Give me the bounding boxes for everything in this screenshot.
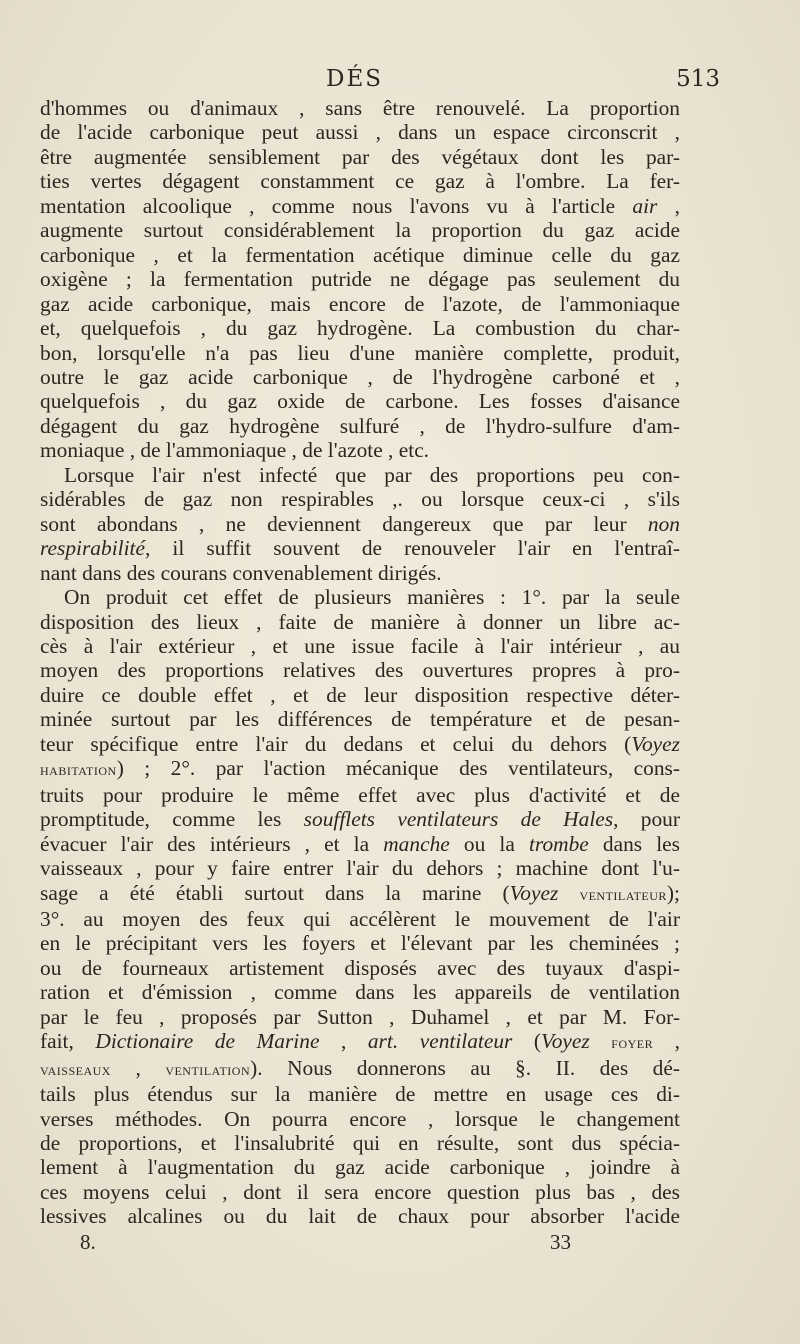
text-line: ties vertes dégagent constamment ce gaz à l'ombre. La fer-: [40, 169, 680, 194]
text-line: fait, Dictionaire de Marine , art. ventilateur (Voyez foyer ,: [40, 1029, 680, 1054]
text-line: dégagent du gaz hydrogène sulfuré , de l'hydro-sulfure d'am-: [40, 413, 680, 438]
text-line: teur spécifique entre l'air du dedans et celui du dehors (Voyez: [40, 731, 680, 756]
text-line: On produit cet effet de plusieurs manières : 1°. par la seule: [64, 585, 680, 610]
text-line: vaisseaux , pour y faire entrer l'air du dehors ; machine dont l'u-: [40, 856, 680, 881]
small-caps-text: foyer: [611, 1033, 654, 1053]
text-line: respirabilité, il suffit souvent de renouveler l'air en l'entraî-: [40, 536, 680, 561]
text-line: ou de fourneaux artistement disposés avec des tuyaux d'aspi-: [40, 955, 680, 980]
small-caps-text: vaisseaux: [40, 1059, 111, 1079]
text-line: évacuer l'air des intérieurs , et la manche ou la trombe dans les: [40, 831, 680, 856]
text-line: ces moyens celui , dont il sera encore question plus bas , des: [40, 1179, 680, 1204]
text-line: vaisseaux , ventilation). Nous donnerons au §. II. des dé-: [40, 1055, 680, 1080]
text-line: sage a été établi surtout dans la marine (Voyez ventilateur);: [40, 880, 680, 905]
small-caps-text: ventilateur: [579, 884, 667, 904]
text-line: moniaque , de l'ammoniaque , de l'azote , etc.: [40, 438, 430, 463]
paragraph: [40, 585, 680, 1229]
text-line: 3°. au moyen des feux qui accélèrent le mouvement de l'air: [40, 906, 680, 931]
italic-text: non: [647, 511, 680, 536]
text-line: augmente surtout considérablement la proportion du gaz acide: [40, 218, 680, 243]
text-line: de proportions, et l'insalubrité qui en résulte, sont dus spécia-: [40, 1131, 680, 1156]
text-line: duire ce double effet , et de leur disposition respective déter-: [40, 682, 680, 707]
text-line: promptitude, comme les soufflets ventilateurs de Hales, pour: [40, 807, 680, 832]
italic-text: Voyez: [509, 880, 559, 905]
text-line: quelquefois , du gaz oxide de carbone. Les fosses d'aisance: [40, 389, 680, 414]
volume-mark: 8.: [80, 1230, 96, 1254]
text-line: et, quelquefois , du gaz hydrogène. La combustion du char-: [40, 316, 680, 341]
text-line: verses méthodes. On pourra encore , lorsque le changement: [40, 1106, 680, 1131]
body-text: [40, 96, 680, 1229]
text-line: moyen des proportions relatives des ouvertures propres à pro-: [40, 658, 680, 683]
italic-text: Dictionaire de Marine: [95, 1029, 320, 1054]
text-line: carbonique , et la fermentation acétique diminue celle du gaz: [40, 242, 680, 267]
text-line: truits pour produire le même effet avec plus d'activité et de: [40, 782, 680, 807]
text-line: d'hommes ou d'animaux , sans être renouvelé. La proportion: [40, 96, 680, 120]
text-line: lement à l'augmentation du gaz acide carbonique , joindre à: [40, 1155, 680, 1180]
text-line: en le précipitant vers les foyers et l'élevant par les cheminées ;: [40, 931, 680, 956]
italic-text: respirabilité: [40, 536, 145, 561]
text-line: Lorsque l'air n'est infecté que par des proportions peu con-: [64, 462, 680, 487]
italic-text: Voyez: [541, 1029, 590, 1054]
text-line: habitation) ; 2°. par l'action mécanique des ventilateurs, cons-: [40, 756, 680, 781]
text-line: être augmentée sensiblement par des végétaux dont les par-: [40, 144, 680, 169]
italic-text: air: [632, 193, 658, 218]
text-line: ration et d'émission , comme dans les appareils de ventilation: [40, 980, 680, 1005]
text-line: lessives alcalines ou du lait de chaux pour absorber l'acide: [40, 1204, 680, 1229]
text-line: cès à l'air extérieur , et une issue facile à l'air intérieur , au: [40, 633, 680, 658]
italic-text: manche: [383, 831, 450, 856]
text-line: gaz acide carbonique, mais encore de l'azote, de l'ammoniaque: [40, 291, 680, 316]
paragraph: [40, 463, 680, 585]
signature-mark: 33: [550, 1230, 571, 1254]
text-line: disposition des lieux , faite de manière à donner un libre ac-: [40, 609, 680, 634]
printer-signature: [80, 1230, 640, 1260]
text-line: bon, lorsqu'elle n'a pas lieu d'une manière complette, produit,: [40, 340, 680, 365]
italic-text: art. ventilateur: [367, 1029, 513, 1054]
text-line: minée surtout par les différences de température et de pesan-: [40, 707, 680, 732]
text-line: sont abondans , ne deviennent dangereux que par leur non: [40, 511, 680, 536]
small-caps-text: ventilation: [165, 1059, 251, 1079]
italic-text: Voyez: [631, 731, 680, 756]
text-line: oxigène ; la fermentation putride ne dégage pas seulement du: [40, 267, 680, 292]
small-caps-text: habitation: [40, 760, 117, 780]
text-line: outre le gaz acide carbonique , de l'hydrogène carboné et ,: [40, 364, 680, 389]
running-head-word: DÉS: [326, 66, 383, 92]
text-line: par le feu , proposés par Sutton , Duhamel , et par M. For-: [40, 1004, 680, 1029]
text-line: nant dans des courans convenablement dirigés.: [40, 560, 442, 585]
italic-text: trombe: [528, 831, 589, 856]
text-line: sidérables de gaz non respirables ,. ou lorsque ceux-ci , s'ils: [40, 487, 680, 512]
text-line: mentation alcoolique , comme nous l'avons vu à l'article air ,: [40, 193, 680, 218]
italic-text: soufflets ventilateurs de Hales: [303, 807, 614, 832]
page-number: 513: [676, 66, 720, 92]
text-line: tails plus étendus sur la manière de mettre en usage ces di-: [40, 1082, 680, 1107]
paragraph: [40, 96, 680, 463]
text-line: de l'acide carbonique peut aussi , dans un espace circonscrit ,: [40, 120, 680, 145]
